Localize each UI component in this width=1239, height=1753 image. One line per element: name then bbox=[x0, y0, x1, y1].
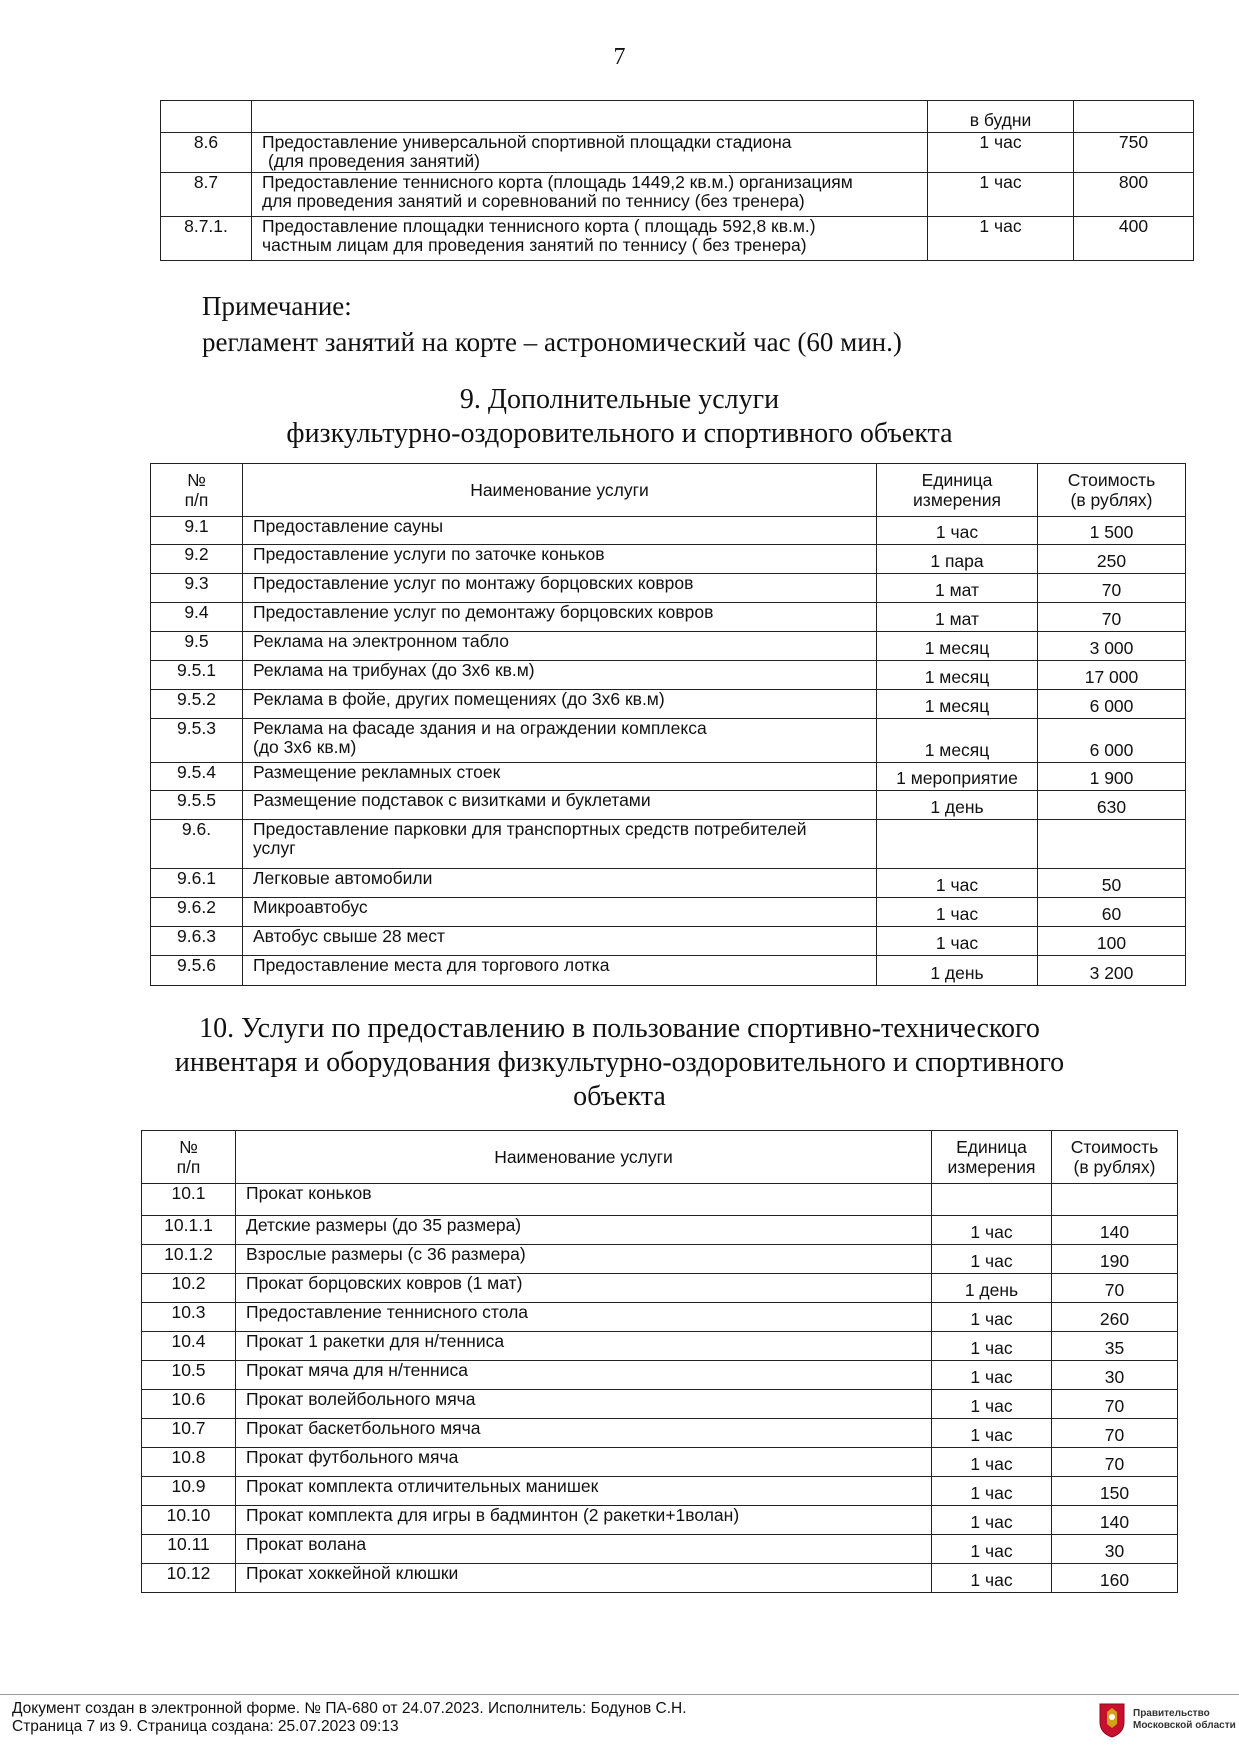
service-name-line: Реклама на электронном табло bbox=[253, 631, 510, 651]
heading-line: инвентаря и оборудования физкультурно-оздоровительного и спортивного bbox=[174, 1047, 1065, 1078]
service-name-line: Легковые автомобили bbox=[253, 868, 433, 888]
unit-cell: 1 час bbox=[932, 1506, 1052, 1535]
service-name-line: Прокат футбольного мяча bbox=[246, 1447, 459, 1467]
table-row bbox=[151, 574, 1186, 603]
row-number: 9.5.1 bbox=[151, 661, 243, 690]
row-number: 9.5.3 bbox=[151, 719, 243, 763]
service-name-line: Прокат волана bbox=[246, 1534, 367, 1554]
table-body bbox=[151, 517, 1186, 986]
row-number: 10.6 bbox=[142, 1390, 236, 1419]
service-name-line: Предоставление теннисного корта (площадь 1449,2 кв.м.) организациям bbox=[262, 172, 853, 192]
unit-cell: 1 мат bbox=[877, 603, 1038, 632]
cost-cell: 1 900 bbox=[1038, 763, 1186, 791]
empty-cell bbox=[252, 101, 928, 133]
header-text: Стоимость bbox=[1067, 470, 1156, 490]
table-section-10 bbox=[141, 1130, 1178, 1593]
table-row bbox=[161, 101, 1194, 133]
unit-cell: 1 месяц bbox=[877, 661, 1038, 690]
service-name-line: Размещение рекламных стоек bbox=[253, 762, 501, 782]
unit-cell: 1 час bbox=[932, 1216, 1052, 1245]
header-service-name: Наименование услуги bbox=[236, 1131, 932, 1184]
service-name-line: Предоставление места для торгового лотка bbox=[253, 955, 610, 975]
empty-cell bbox=[161, 101, 252, 133]
heading-line: объекта bbox=[573, 1081, 666, 1112]
table-row bbox=[142, 1245, 1178, 1274]
unit-cell: 1 час bbox=[932, 1535, 1052, 1564]
header-number bbox=[142, 1131, 236, 1184]
service-name bbox=[236, 1477, 932, 1506]
service-name-line: Предоставление услуг по демонтажу борцовских ковров bbox=[253, 602, 714, 622]
heading-line: 9. Дополнительные услуги bbox=[459, 384, 780, 415]
table-row bbox=[161, 173, 1194, 217]
header-text: (в рублях) bbox=[1070, 490, 1153, 510]
footer-org-name bbox=[1133, 1708, 1236, 1732]
heading-line: физкультурно-оздоровительного и спортивного объекта bbox=[286, 418, 953, 449]
cost-cell: 150 bbox=[1052, 1477, 1178, 1506]
cost-cell bbox=[1038, 820, 1186, 869]
footer-org-line: Правительство bbox=[1133, 1708, 1210, 1719]
service-name-line: Размещение подставок с визитками и буклетами bbox=[253, 790, 651, 810]
table-row bbox=[151, 719, 1186, 763]
table-row bbox=[151, 763, 1186, 791]
service-name-line: Предоставление услуг по монтажу борцовских ковров bbox=[253, 573, 694, 593]
service-name bbox=[243, 661, 877, 690]
footer-line: Страница 7 из 9. Страница создана: 25.07.2023 09:13 bbox=[12, 1718, 399, 1735]
service-name-line: Прокат волейбольного мяча bbox=[246, 1389, 476, 1409]
header-cost bbox=[1052, 1131, 1178, 1184]
service-name-line: (для проведения занятий) bbox=[268, 151, 480, 171]
unit-cell: 1 пара bbox=[877, 545, 1038, 574]
unit-cell: 1 час bbox=[932, 1564, 1052, 1593]
service-name bbox=[243, 719, 877, 763]
cost-cell: 750 bbox=[1074, 133, 1194, 173]
table-header-row bbox=[151, 464, 1186, 517]
service-name bbox=[236, 1564, 932, 1593]
row-number: 9.5.4 bbox=[151, 763, 243, 791]
row-number: 10.4 bbox=[142, 1332, 236, 1361]
cost-cell: 160 bbox=[1052, 1564, 1178, 1593]
unit-cell: 1 час bbox=[932, 1245, 1052, 1274]
header-text: Стоимость bbox=[1070, 1137, 1159, 1157]
table-row bbox=[151, 661, 1186, 690]
row-number: 10.5 bbox=[142, 1361, 236, 1390]
table-section-8 bbox=[160, 100, 1194, 261]
service-name-line: Детские размеры (до 35 размера) bbox=[246, 1215, 522, 1235]
service-name bbox=[243, 869, 877, 898]
table-row bbox=[161, 217, 1194, 261]
service-name-line: услуг bbox=[253, 838, 296, 858]
header-cost bbox=[1038, 464, 1186, 517]
table-row bbox=[151, 603, 1186, 632]
cost-cell: 70 bbox=[1038, 574, 1186, 603]
unit-cell: 1 час bbox=[932, 1390, 1052, 1419]
service-name-line: Реклама в фойе, других помещениях (до 3х6 кв.м) bbox=[253, 689, 665, 709]
cost-cell: 50 bbox=[1038, 869, 1186, 898]
row-number: 10.1 bbox=[142, 1184, 236, 1216]
unit-cell: 1 день bbox=[877, 791, 1038, 820]
table-row bbox=[142, 1274, 1178, 1303]
table-row bbox=[151, 820, 1186, 869]
header-service-name: Наименование услуги bbox=[243, 464, 877, 517]
note-text: регламент занятий на корте – астрономический час (60 мин.) bbox=[202, 327, 902, 357]
service-name-line: Предоставление сауны bbox=[253, 516, 444, 536]
table-row bbox=[142, 1448, 1178, 1477]
page-number: 7 bbox=[613, 44, 626, 70]
unit-cell: 1 мероприятие bbox=[877, 763, 1038, 791]
table-row bbox=[142, 1361, 1178, 1390]
service-name-line: Прокат мяча для н/тенниса bbox=[246, 1360, 468, 1380]
cost-cell: 1 500 bbox=[1038, 517, 1186, 545]
service-name-line: Предоставление услуги по заточке коньков bbox=[253, 544, 605, 564]
cost-cell: 140 bbox=[1052, 1216, 1178, 1245]
coat-of-arms-icon bbox=[1098, 1702, 1126, 1738]
cost-cell: 250 bbox=[1038, 545, 1186, 574]
cost-cell: 100 bbox=[1038, 927, 1186, 956]
cost-cell: 800 bbox=[1074, 173, 1194, 217]
cost-cell: 35 bbox=[1052, 1332, 1178, 1361]
unit-cell bbox=[877, 820, 1038, 869]
cost-cell: 140 bbox=[1052, 1506, 1178, 1535]
cost-cell: 30 bbox=[1052, 1535, 1178, 1564]
cost-cell: 70 bbox=[1052, 1448, 1178, 1477]
service-name bbox=[236, 1245, 932, 1274]
service-name bbox=[243, 517, 877, 545]
table-header-row bbox=[142, 1131, 1178, 1184]
unit-cell: 1 месяц bbox=[877, 719, 1038, 763]
unit-cell: 1 час bbox=[877, 927, 1038, 956]
table-row bbox=[151, 898, 1186, 927]
table-row bbox=[151, 545, 1186, 574]
unit-cell: 1 час bbox=[932, 1448, 1052, 1477]
service-name-line: Прокат коньков bbox=[246, 1183, 372, 1203]
service-name bbox=[236, 1216, 932, 1245]
cost-cell: 70 bbox=[1052, 1274, 1178, 1303]
row-number: 10.1.2 bbox=[142, 1245, 236, 1274]
cost-cell: 70 bbox=[1052, 1390, 1178, 1419]
table-row bbox=[142, 1477, 1178, 1506]
service-name-line: Автобус свыше 28 мест bbox=[253, 926, 446, 946]
service-name-line: Взрослые размеры (с 36 размера) bbox=[246, 1244, 526, 1264]
unit-cell: 1 час bbox=[932, 1332, 1052, 1361]
row-number: 9.3 bbox=[151, 574, 243, 603]
service-name-line: Прокат комплекта отличительных манишек bbox=[246, 1476, 599, 1496]
header-text: № bbox=[187, 470, 206, 490]
cost-cell: 60 bbox=[1038, 898, 1186, 927]
table-body bbox=[142, 1184, 1178, 1593]
table-row bbox=[142, 1506, 1178, 1535]
cost-cell bbox=[1052, 1184, 1178, 1216]
row-number: 10.7 bbox=[142, 1419, 236, 1448]
service-name bbox=[252, 173, 928, 217]
service-name bbox=[236, 1274, 932, 1303]
service-name bbox=[243, 791, 877, 820]
unit-cell: в будни bbox=[928, 101, 1074, 133]
table-row bbox=[151, 927, 1186, 956]
row-number: 8.7.1. bbox=[161, 217, 252, 261]
section-9-heading bbox=[0, 383, 1239, 451]
note bbox=[202, 288, 902, 360]
header-text: (в рублях) bbox=[1073, 1157, 1156, 1177]
row-number: 10.10 bbox=[142, 1506, 236, 1535]
row-number: 10.11 bbox=[142, 1535, 236, 1564]
unit-cell bbox=[932, 1184, 1052, 1216]
row-number: 9.6.1 bbox=[151, 869, 243, 898]
service-name-line: Предоставление площадки теннисного корта ( площадь 592,8 кв.м.) bbox=[262, 216, 816, 236]
service-name bbox=[243, 603, 877, 632]
table-row bbox=[142, 1216, 1178, 1245]
service-name bbox=[236, 1506, 932, 1535]
cost-cell: 3 200 bbox=[1038, 956, 1186, 986]
unit-cell: 1 месяц bbox=[877, 690, 1038, 719]
cost-cell: 6 000 bbox=[1038, 719, 1186, 763]
row-number: 10.9 bbox=[142, 1477, 236, 1506]
unit-cell: 1 час bbox=[877, 898, 1038, 927]
table-section-9 bbox=[150, 463, 1186, 986]
row-number: 10.1.1 bbox=[142, 1216, 236, 1245]
header-text: Единица bbox=[921, 470, 993, 490]
service-name bbox=[243, 690, 877, 719]
service-name bbox=[236, 1419, 932, 1448]
table-row bbox=[142, 1332, 1178, 1361]
table-row bbox=[142, 1564, 1178, 1593]
footer-divider bbox=[0, 1694, 1239, 1695]
service-name bbox=[243, 763, 877, 791]
row-number: 9.6.2 bbox=[151, 898, 243, 927]
service-name-line: Прокат борцовских ковров (1 мат) bbox=[246, 1273, 523, 1293]
unit-cell: 1 час bbox=[928, 133, 1074, 173]
service-name-line: Предоставление универсальной спортивной площадки стадиона bbox=[262, 132, 792, 152]
table-row bbox=[151, 869, 1186, 898]
cost-cell: 260 bbox=[1052, 1303, 1178, 1332]
service-name bbox=[236, 1184, 932, 1216]
service-name bbox=[252, 133, 928, 173]
service-name-line: Предоставление парковки для транспортных средств потребителей bbox=[253, 819, 807, 839]
row-number: 9.5.6 bbox=[151, 956, 243, 986]
service-name bbox=[243, 632, 877, 661]
row-number: 9.6.3 bbox=[151, 927, 243, 956]
service-name bbox=[243, 820, 877, 869]
service-name bbox=[236, 1448, 932, 1477]
table-row bbox=[151, 956, 1186, 986]
cost-cell: 3 000 bbox=[1038, 632, 1186, 661]
empty-cell bbox=[1074, 101, 1194, 133]
service-name-line: Прокат комплекта для игры в бадминтон (2 ракетки+1волан) bbox=[246, 1505, 740, 1525]
unit-cell: 1 час bbox=[932, 1419, 1052, 1448]
unit-cell: 1 мат bbox=[877, 574, 1038, 603]
section-10-heading bbox=[0, 1012, 1239, 1114]
table-row bbox=[151, 690, 1186, 719]
service-name-line: Реклама на фасаде здания и на ограждении комплекса bbox=[253, 718, 707, 738]
cost-cell: 6 000 bbox=[1038, 690, 1186, 719]
service-name-line: частным лицам для проведения занятий по теннису ( без тренера) bbox=[262, 235, 807, 255]
header-text: п/п bbox=[184, 490, 209, 510]
service-name-line: Предоставление теннисного стола bbox=[246, 1302, 529, 1322]
header-number bbox=[151, 464, 243, 517]
service-name bbox=[236, 1535, 932, 1564]
service-name bbox=[236, 1390, 932, 1419]
service-name-line: Микроавтобус bbox=[253, 897, 368, 917]
service-name-line: Прокат баскетбольного мяча bbox=[246, 1418, 481, 1438]
unit-cell: 1 час bbox=[877, 517, 1038, 545]
row-number: 9.4 bbox=[151, 603, 243, 632]
table-row bbox=[142, 1390, 1178, 1419]
row-number: 10.12 bbox=[142, 1564, 236, 1593]
row-number: 10.2 bbox=[142, 1274, 236, 1303]
note-title: Примечание: bbox=[202, 291, 352, 321]
table-row bbox=[142, 1419, 1178, 1448]
unit-cell: 1 час bbox=[928, 217, 1074, 261]
cost-cell: 17 000 bbox=[1038, 661, 1186, 690]
row-number: 9.6. bbox=[151, 820, 243, 869]
service-name bbox=[243, 927, 877, 956]
table-row bbox=[142, 1184, 1178, 1216]
unit-cell: 1 час bbox=[932, 1303, 1052, 1332]
table-row bbox=[142, 1535, 1178, 1564]
unit-cell: 1 день bbox=[877, 956, 1038, 986]
header-text: измерения bbox=[913, 490, 1001, 510]
header-unit bbox=[932, 1131, 1052, 1184]
service-name-line: для проведения занятий и соревнований по теннису (без тренера) bbox=[262, 191, 805, 211]
unit-cell: 1 час bbox=[877, 869, 1038, 898]
header-text: № bbox=[179, 1137, 198, 1157]
row-number: 8.7 bbox=[161, 173, 252, 217]
table-row bbox=[151, 791, 1186, 820]
cost-cell: 70 bbox=[1038, 603, 1186, 632]
row-number: 9.5.2 bbox=[151, 690, 243, 719]
service-name-line: Прокат хоккейной клюшки bbox=[246, 1563, 459, 1583]
footer-org-line: Московской области bbox=[1133, 1720, 1236, 1731]
cost-cell: 400 bbox=[1074, 217, 1194, 261]
service-name-line: Реклама на трибунах (до 3х6 кв.м) bbox=[253, 660, 535, 680]
table-row bbox=[161, 133, 1194, 173]
cost-cell: 70 bbox=[1052, 1419, 1178, 1448]
table-row bbox=[151, 632, 1186, 661]
service-name-line: Прокат 1 ракетки для н/тенниса bbox=[246, 1331, 505, 1351]
row-number: 9.1 bbox=[151, 517, 243, 545]
header-text: Единица bbox=[956, 1137, 1027, 1157]
service-name bbox=[243, 545, 877, 574]
table-row bbox=[151, 517, 1186, 545]
service-name bbox=[252, 217, 928, 261]
cost-cell: 30 bbox=[1052, 1361, 1178, 1390]
unit-cell: 1 месяц bbox=[877, 632, 1038, 661]
cost-cell: 190 bbox=[1052, 1245, 1178, 1274]
row-number: 8.6 bbox=[161, 133, 252, 173]
row-number: 9.5 bbox=[151, 632, 243, 661]
cost-cell: 630 bbox=[1038, 791, 1186, 820]
unit-cell: 1 час bbox=[932, 1477, 1052, 1506]
header-text: измерения bbox=[947, 1157, 1036, 1177]
service-name bbox=[236, 1303, 932, 1332]
heading-line: 10. Услуги по предоставлению в пользование спортивно-технического bbox=[199, 1013, 1040, 1044]
unit-cell: 1 час bbox=[932, 1361, 1052, 1390]
service-name bbox=[243, 956, 877, 986]
footer bbox=[12, 1700, 687, 1736]
row-number: 9.2 bbox=[151, 545, 243, 574]
service-name bbox=[243, 574, 877, 603]
service-name bbox=[243, 898, 877, 927]
header-unit bbox=[877, 464, 1038, 517]
row-number: 10.8 bbox=[142, 1448, 236, 1477]
service-name bbox=[236, 1361, 932, 1390]
service-name-line: (до 3х6 кв.м) bbox=[253, 737, 357, 757]
row-number: 9.5.5 bbox=[151, 791, 243, 820]
header-text: п/п bbox=[176, 1157, 201, 1177]
service-name bbox=[236, 1332, 932, 1361]
row-number: 10.3 bbox=[142, 1303, 236, 1332]
unit-cell: 1 час bbox=[928, 173, 1074, 217]
table-row bbox=[142, 1303, 1178, 1332]
unit-cell: 1 день bbox=[932, 1274, 1052, 1303]
footer-line: Документ создан в электронной форме. № ПА-680 от 24.07.2023. Исполнитель: Бодунов С.Н. bbox=[12, 1700, 687, 1717]
